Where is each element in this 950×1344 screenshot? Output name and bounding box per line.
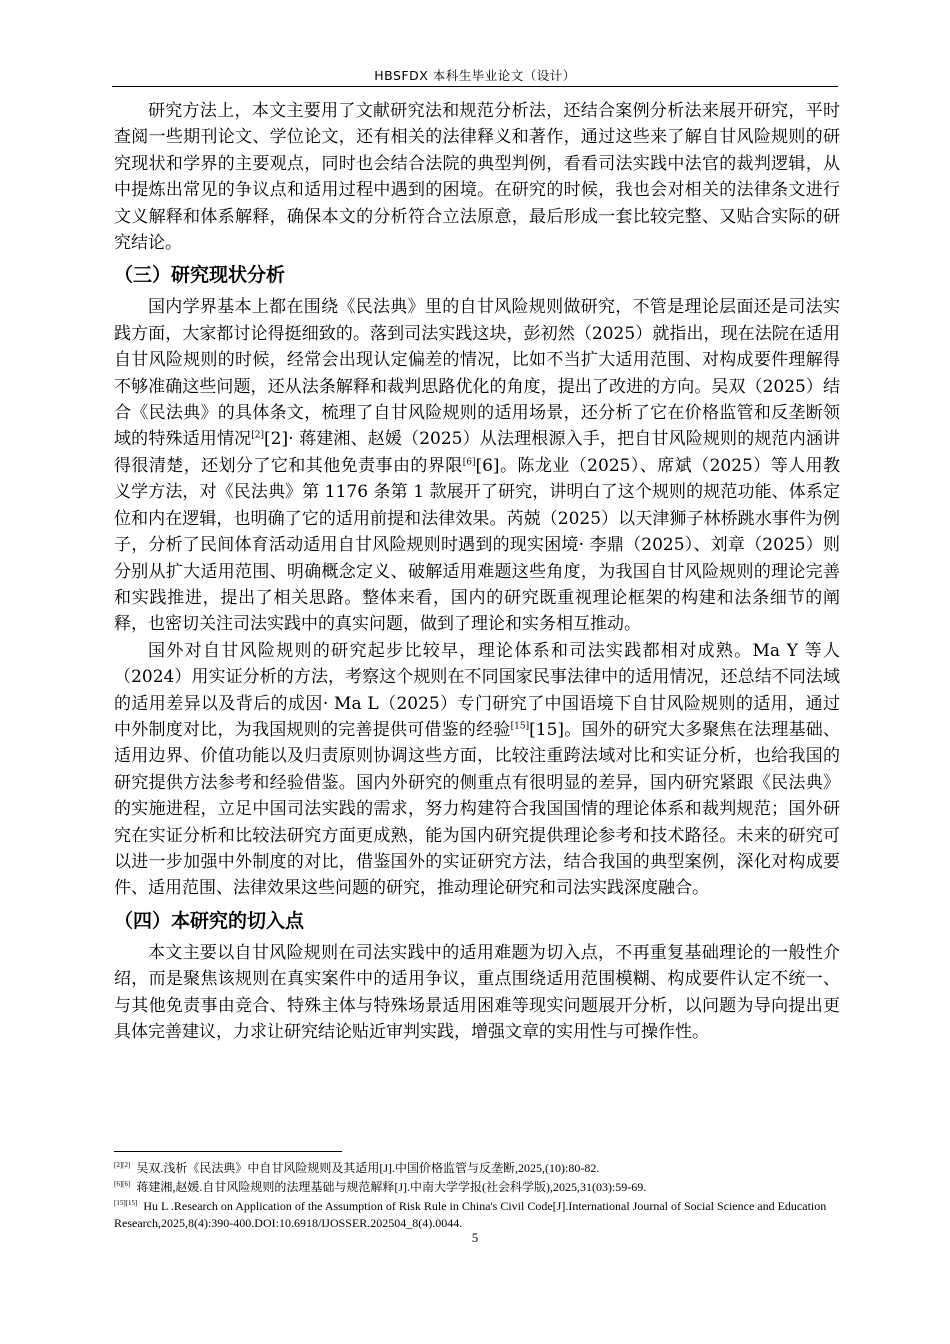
header-rule [112,86,838,87]
footnote-mark: [2][2] [114,1161,131,1169]
text-run: [6]。陈龙业（2025）、席斌（2025）等人用教义学方法，对《民法典》第 1176 条第 1 款展开了研究，讲明白了这个规则的规范功能、体系定位和内在逻辑，也明确了它的适用前提和法律效果。芮兢（2025）以天津狮子林桥跳水事件为例子，分析了民间体育活动适用自甘风险规则时遇到的现实困境· 李鼎（2025）、刘章（2025）则分别从扩大适用范围、明确概念定义、破解适用难题这些角度，为我国自甘风险规则的理论完善和实践推进，提出了相关思路。整体来看，国内的研究既重视理论框架的构建和法条细节的阐释，也密切关注司法实践中的真实问题，做到了理论和实务相互推动。 [114,455,841,635]
footnote-text: 吴双.浅析《民法典》中自甘风险规则及其适用[J].中国价格监管与反垄断,2025,(10):80-82. [136,1161,600,1175]
footnote-text: 蒋建湘,赵媛.自甘风险规则的法理基础与规范解释[J].中南大学学报(社会科学版),2025,31(03):59-69. [136,1180,647,1194]
running-header: HBSFDX 本科生毕业论文（设计） [374,68,576,83]
footnote-item [114,1160,840,1177]
footnote-mark: [15][15] [114,1199,138,1207]
section-heading-entry-point: （四）本研究的切入点 [114,909,305,932]
text-run: 国内学界基本上都在围绕《民法典》里的自甘风险规则做研究，不管是理论层面还是司法实践方面，大家都讨论得挺细致的。落到司法实践这块，彭初然（2025）就指出，现在法院在适用自甘风险规则的时候，经常会出现认定偏差的情况，比如不当扩大适用范围、对构成要件理解得不够准确这些问题，还从法条解释和裁判思路优化的角度，提出了改进的方向。吴双（2025）结合《民法典》的具体条文，梳理了自甘风险规则的适用场景，还分析了它在价格监管和反垄断领域的特殊适用情况 [114,297,840,450]
footnote-text: Hu L .Research on Application of the Assumption of Risk Rule in China's Civil Code[J].International Journal of Social Science and Education Research,2025,8(4):390-400.DOI:10.6918/IJOSSER.202504_8(4).0044. [114,1199,827,1230]
text-run: [15]。国外的研究大多聚焦在法理基础、适用边界、价值功能以及归责原则协调这些方面，比较注重跨法域对比和实证分析，也给我国的研究提供方法参考和经验借鉴。国内外研究的侧重点有很明显的差异，国内研究紧跟《民法典》的实施进程，立足中国司法实践的需求，努力构建符合我国国情的理论体系和裁判规范；国外研究在实证分析和比较法研究方面更成熟，能为国内研究提供理论参考和技术路径。未来的研究可以进一步加强中外制度的对比，借鉴国外的实证研究方法，结合我国的典型案例，深化对构成要件、适用范围、法律效果这些问题的研究，推动理论研究和司法实践深度融合。 [114,719,840,899]
text-run: [2]· 蒋建湘、赵媛（2025）从法理根源入手，把自甘风险规则的规范内涵讲得很清楚，还划分了它和其他免责事由的界限 [114,429,841,476]
text-run: 国外对自甘风险规则的研究起步比较早，理论体系和司法实践都相对成熟。Ma Y 等人（2024）用实证分析的方法，考察这个规则在不同国家民事法律中的适用情况，还总结不同法域的适用差异以及背后的成因· Ma L（2025）专门研究了中国语境下自甘风险规则的适用，通过中外制度对比，为我国规则的完善提供可借鉴的经验 [114,640,840,740]
footnote-ref-15[interactable]: [15] [510,721,530,732]
section-heading-research-status: （三）研究现状分析 [114,264,286,287]
footnote-mark: [6][6] [114,1180,131,1188]
paragraph-entry-point: 本文主要以自甘风险规则在司法实践中的适用难题为切入点，不再重复基础理论的一般性介绍，而是聚焦该规则在真实案件中的适用争议，重点围绕适用范围模糊、构成要件认定不统一、与其他免责事由竞合、特殊主体与特殊场景适用困难等现实问题展开分析，以问题为导向提出更具体完善建议，力求让研究结论贴近审判实践，增强文章的实用性与可操作性。 [114,942,840,1042]
paragraph-domestic-research [114,294,840,637]
paragraph-foreign-research [114,638,840,902]
footnote-ref-2[interactable]: [2] [251,430,265,441]
footnote-ref-6[interactable]: [6] [462,457,476,468]
body-text [114,98,840,1045]
footnotes [114,1160,840,1234]
paragraph-research-methods: 研究方法上，本文主要用了文献研究法和规范分析法，还结合案例分析法来展开研究，平时查阅一些期刊论文、学位论文，还有相关的法律释义和著作，通过这些来了解自甘风险规则的研究现状和学界的主要观点，同时也会结合法院的典型判例，看看司法实践中法官的裁判逻辑，从中提炼出常见的争议点和适用过程中遇到的困境。在研究的时候，我也会对相关的法律条文进行文义解释和体系解释，确保本文的分析符合立法原意，最后形成一套比较完整、又贴合实际的研究结论。 [114,101,840,254]
footnote-separator [114,1151,342,1152]
footnote-item [114,1198,840,1232]
footnote-item [114,1179,840,1196]
page-number: 5 [471,1230,479,1245]
